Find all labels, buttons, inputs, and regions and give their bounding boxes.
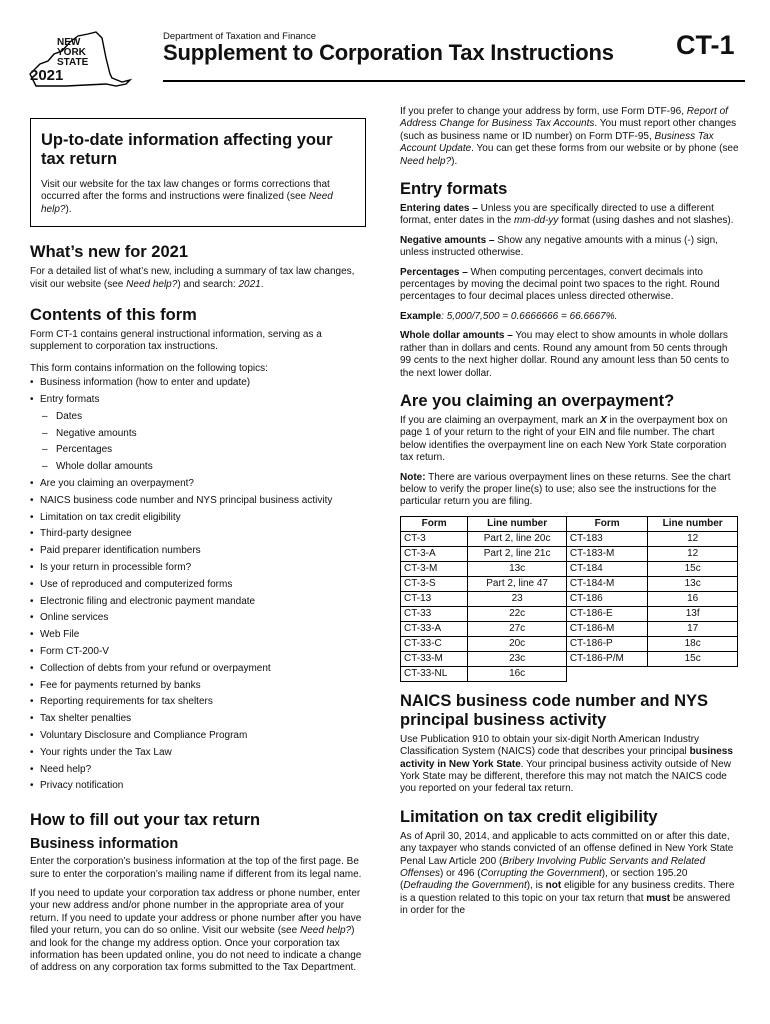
form-dtf96-title: Report of Address Change for Business Tax Accounts [400,106,728,130]
naics-heading: NAICS business code number and NYS principal business activity [400,691,709,729]
entry-formats-heading: Entry formats [400,180,508,199]
percentages-paragraph [400,267,740,304]
limitation-heading: Limitation on tax credit eligibility [400,807,658,826]
topic-item: • Form CT-200-V [30,644,366,661]
table-cell: 23c [468,651,567,666]
column-header: Form [401,516,468,531]
table-row [401,621,738,636]
negative-amounts-paragraph [400,235,740,260]
table-cell: CT-13 [401,591,468,606]
whole-dollar-paragraph [400,330,740,380]
table-row [401,546,738,561]
table-cell: CT-3-A [401,546,468,561]
form-code: CT-1 [676,30,735,60]
topic-item: • Tax shelter penalties [30,711,366,728]
naics-paragraph [400,734,740,796]
table-cell: CT-33 [401,606,468,621]
update-info-text: Visit our website for the tax law changes or forms corrections that occurred after the forms and instructions were finalized (see [41,179,330,203]
limitation-text-5: eligible for any business credits. There is a question related to this topic on your tax return that [400,880,735,904]
search-term: 2021 [238,278,261,290]
whats-new-text-end: . [260,278,264,290]
whats-new-text: For a detailed list of what’s new, including a summary of tax law changes, visit our website (see [30,266,355,290]
address-change-paragraph [400,106,740,168]
percentages-text: When computing percentages, convert decimals into percentages by moving the decimal point two spaces to the right. Round percentages to four decimal places unless directed otherwise. [400,266,720,303]
table-cell: CT-33-C [401,636,468,651]
whats-new-text-mid: ) and search: [177,278,239,290]
overpayment-lines-table [400,516,738,682]
table-row [401,531,738,546]
table-cell: 13f [648,606,738,621]
address-text: If you prefer to change your address by form, use Form DTF-96, [400,106,687,117]
topic-subitem: – Dates [30,409,366,426]
mark-x: X [600,414,607,426]
limitation-paragraph [400,831,740,918]
table-cell: CT-183-M [566,546,647,561]
whole-dollar-label: Whole dollar amounts – [400,330,513,342]
negative-amounts-label: Negative amounts – [400,234,495,246]
topic-item: • Third-party designee [30,526,366,543]
right-column [400,106,740,925]
table-cell: CT-186-E [566,606,647,621]
column-header: Line number [648,516,738,531]
logo-word-state: STATE [57,57,89,68]
article-496-title: Corrupting the Government [480,868,602,879]
limitation-text-end: be answered in order for the [400,892,731,917]
table-row [401,591,738,606]
table-cell: CT-186 [566,591,647,606]
topic-item: • NAICS business code number and NYS principal business activity [30,493,366,510]
topic-item: • Fee for payments returned by banks [30,678,366,695]
need-help-ref: Need help? [299,925,352,937]
column-header: Line number [468,516,567,531]
table-row [401,561,738,576]
table-cell: CT-33-A [401,621,468,636]
table-cell: Part 2, line 20c [468,531,567,546]
example-paragraph [400,311,740,323]
topic-item: • Collection of debts from your refund or overpayment [30,661,366,678]
percentages-label: Percentages – [400,266,468,278]
table-cell: 18c [648,636,738,651]
dates-text-end: format (using dashes and not slashes). [558,215,734,227]
contents-heading: Contents of this form [30,306,197,325]
topic-item: • Need help? [30,762,366,779]
example-label: Example [400,310,442,322]
topic-item: • Voluntary Disclosure and Compliance Program [30,728,366,745]
address-text-end: ). [451,155,458,167]
topic-item: • Web File [30,627,366,644]
overpayment-text-end: in the overpayment box on page 1 of your return to the right of your EIN and file number. The chart below identifies the overpayment line on each New York State corporation tax return. [400,414,728,464]
business-info-p2 [30,888,366,975]
whole-dollar-text: You may elect to show amounts in whole dollars rather than in dollars and cents. Round any amount from 50 cents through 99 cents to the next higher dollar. Round any amount less than 50 cents to the next lower dollar. [400,330,730,379]
table-row [401,636,738,651]
whats-new-heading: What’s new for 2021 [30,243,189,262]
entering-dates-label: Entering dates – [400,203,478,215]
table-cell: CT-3-S [401,576,468,591]
limitation-text-2: ) or 496 ( [440,868,481,879]
contents-intro: Form CT-1 contains general instructional information, serving as a supplement to corporation tax instructions. [30,329,322,353]
table-cell: CT-184-M [566,576,647,591]
negative-amounts-text: Show any negative amounts with a minus (-) sign, unless instructed otherwise. [400,234,718,259]
overpayment-text: If you are claiming an overpayment, mark an [400,414,601,426]
table-row [401,666,738,681]
table-cell: CT-3-M [401,561,468,576]
table-row [401,651,738,666]
topic-item: • Entry formats [30,392,366,409]
table-cell: 17 [648,621,738,636]
business-info-p1: Enter the corporation’s business information at the top of the first page. Be sure to enter the corporation’s mailing name if different from its legal name. [30,856,362,880]
table-cell: CT-183 [566,531,647,546]
table-row [401,606,738,621]
naics-text: Use Publication 910 to obtain your six-digit North American Industry Classification System (NAICS) code that describes your principal [400,733,700,758]
table-cell: Part 2, line 21c [468,546,567,561]
table-cell: 22c [468,606,567,621]
logo-year: 2021 [30,67,64,84]
must-emphasis: must [646,892,671,904]
limitation-text: As of April 30, 2014, and applicable to acts committed on or after this date, any taxpayer who stands convicted of an offense defined in New York State Penal Law Article 200 ( [400,830,734,867]
overpayment-paragraph [400,415,740,465]
address-text-mid: . You must report other changes (such as business name or ID number) on Form DTF-95, [400,118,737,142]
table-cell: 27c [468,621,567,636]
need-help-ref: Need help? [41,191,333,215]
topic-item: • Reporting requirements for tax shelters [30,694,366,711]
table-cell: CT-33-M [401,651,468,666]
date-format: mm-dd-yy [513,215,559,227]
need-help-ref: Need help? [400,155,452,167]
table-cell: 13c [468,561,567,576]
table-cell: Part 2, line 47 [468,576,567,591]
topic-item: • Limitation on tax credit eligibility [30,510,366,527]
topic-item: • Are you claiming an overpayment? [30,476,366,493]
topic-item: • Is your return in processible form? [30,560,366,577]
table-cell: 20c [468,636,567,651]
business-info-text: If you need to update your corporation tax address or phone number, enter your new address and/or phone number in the appropriate area of your return. If you need to update your address or phone number after you have filed your return, you can do so online. Visit our website (see [30,887,362,937]
update-info-body [41,179,355,216]
naics-emphasis: business activity in New York State [400,746,733,770]
table-cell: 16c [468,666,567,681]
table-cell: CT-186-M [566,621,647,636]
topics-list [30,375,366,795]
topic-item: • Online services [30,610,366,627]
need-help-ref: Need help? [126,278,178,290]
topic-subitem: – Negative amounts [30,426,366,443]
department-name: Department of Taxation and Finance [163,31,316,42]
topic-subitem: – Whole dollar amounts [30,459,366,476]
header-rule [163,80,745,82]
logo-word-york: YORK [57,47,86,58]
table-cell: CT-3 [401,531,468,546]
nys-logo [26,24,136,94]
note-text: There are various overpayment lines on these returns. See the chart below to verify the proper line(s) to use; also see the instructions for the particular return you are filing. [400,471,731,508]
overpayment-heading: Are you claiming an overpayment? [400,391,675,410]
topic-subitem: – Percentages [30,442,366,459]
entering-dates-paragraph [400,203,740,228]
table-cell: 13c [648,576,738,591]
table-row [401,576,738,591]
page-title: Supplement to Corporation Tax Instructions [163,40,614,65]
table-cell: CT-186-P/M [566,651,647,666]
limitation-text-3: ), or section 195.20 ( [400,868,688,892]
form-dtf95-title: Business Tax Account Update [400,130,714,155]
dates-text: Unless you are specifically directed to use a different format, enter dates in the [400,203,714,227]
topic-item: • Use of reproduced and computerized forms [30,577,366,594]
table-cell: 12 [648,546,738,561]
topic-item: • Business information (how to enter and update) [30,375,366,392]
table-cell-empty [648,666,738,681]
table-cell: 12 [648,531,738,546]
table-cell: 15c [648,561,738,576]
table-cell: 23 [468,591,567,606]
logo-word-new: NEW [57,37,81,48]
not-emphasis: not [545,880,562,892]
business-info-heading: Business information [30,836,179,853]
whats-new-body [30,266,366,291]
table-header-row [401,516,738,531]
table-cell: 15c [648,651,738,666]
topic-item: • Your rights under the Tax Law [30,745,366,762]
update-info-box [30,118,366,227]
topic-item: • Privacy notification [30,778,366,795]
how-to-heading: How to fill out your tax return [30,811,261,830]
contents-lead: This form contains information on the following topics: [30,362,268,374]
topic-item: • Electronic filing and electronic payment mandate [30,594,366,611]
note-label: Note: [400,471,426,483]
topic-item: • Paid preparer identification numbers [30,543,366,560]
address-text-mid2: . You can get these forms from our website or by phone (see [471,143,739,155]
table-cell-empty [566,666,647,681]
table-cell: CT-33-NL [401,666,468,681]
update-info-heading: Up-to-date information affecting your tax return [41,131,333,168]
example-text: : 5,000/7,500 = 0.6666666 = 66.6667%. [441,310,618,322]
limitation-text-4: ), is [526,880,546,892]
update-info-text-end: ). [65,203,72,215]
note-paragraph [400,472,740,509]
naics-text-end: . Your principal business activity outside of New York State may be different, therefore this may not match the NAICS code you reported on your federal tax return. [400,758,731,795]
column-header: Form [566,516,647,531]
article-200-title: Bribery Involving Public Servants and Related Offenses [400,855,706,879]
section-195-title: Defrauding the Government [403,880,527,892]
table-cell: CT-186-P [566,636,647,651]
business-info-text-end: ) and look for the change my address option. Once your corporation tax information has been updated online, you do not need to indicate a change of address on any corporation tax forms submitted to the Tax Department. [30,925,362,974]
left-column [30,106,366,982]
table-body [401,531,738,681]
table-cell: 16 [648,591,738,606]
table-cell: CT-184 [566,561,647,576]
